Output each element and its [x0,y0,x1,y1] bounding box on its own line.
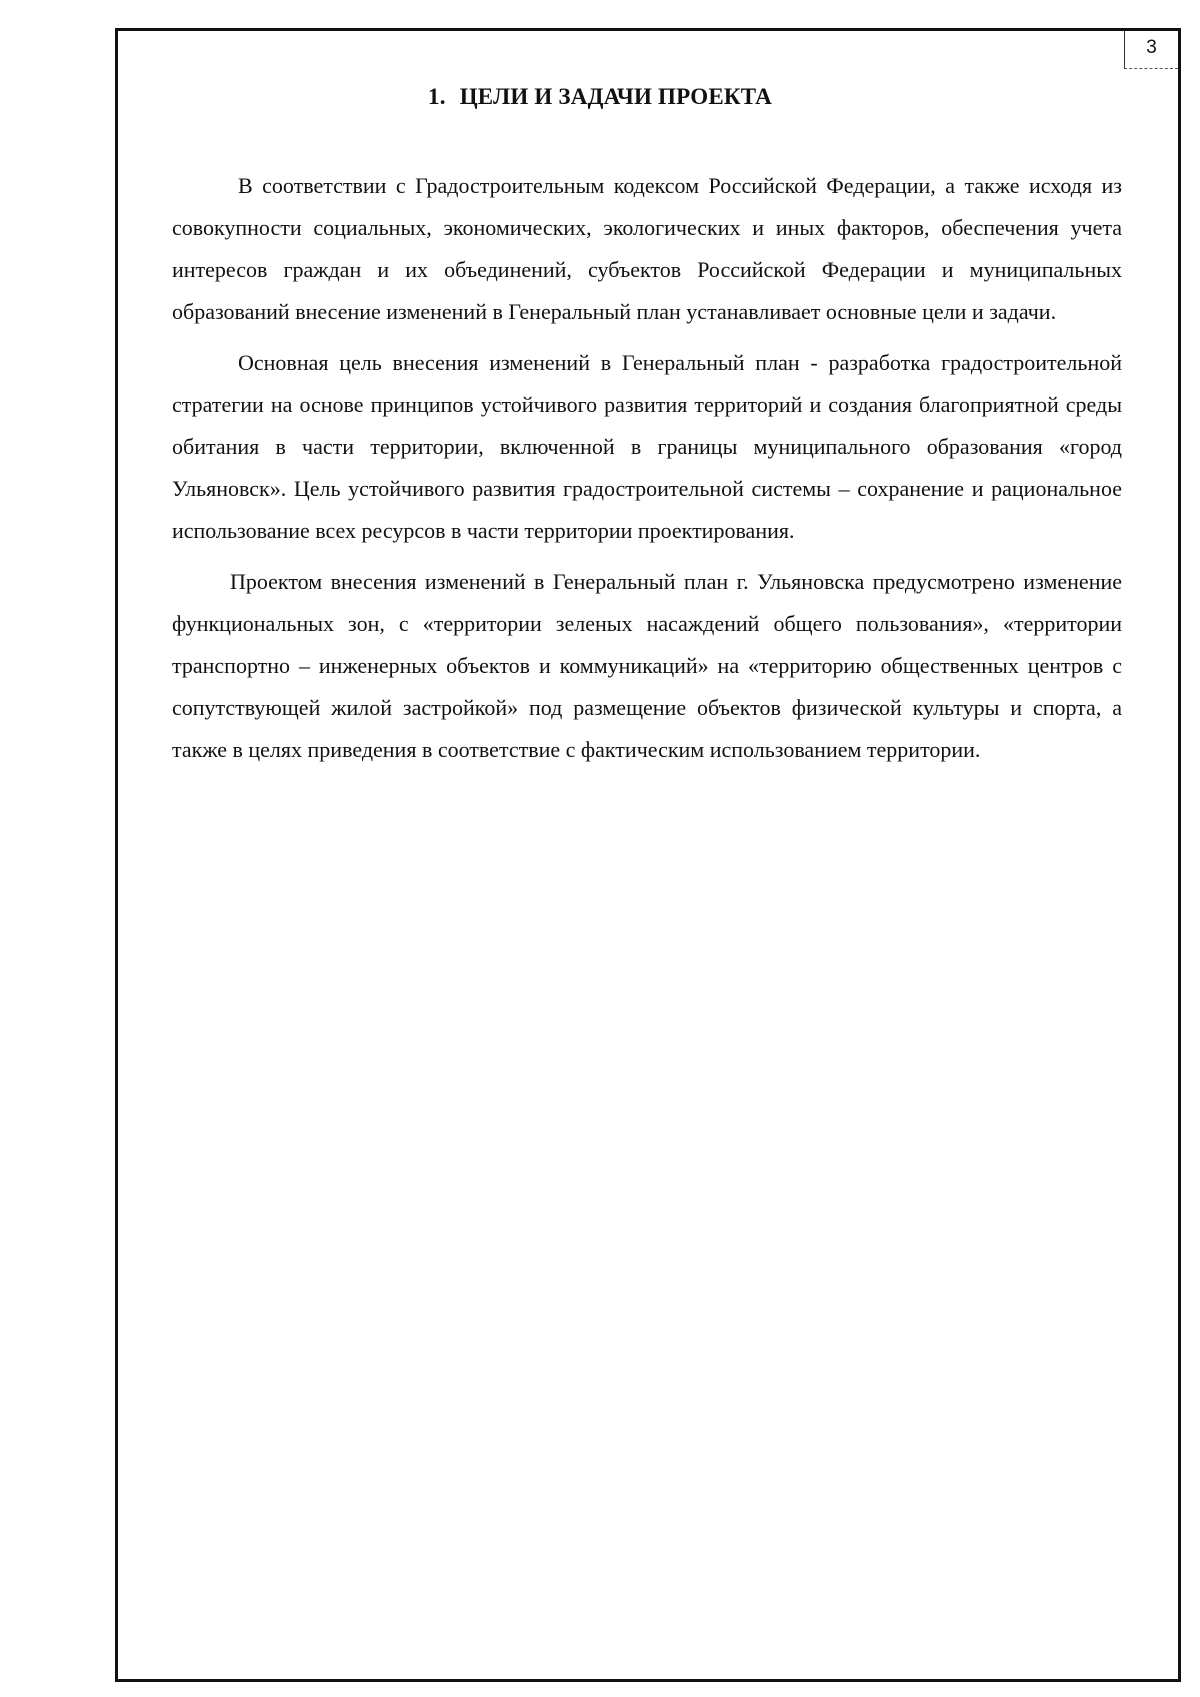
paragraph: В соответствии с Градостроительным кодексом Российской Федерации, а также исходя из совокупности социальных, экономических, экологических и иных факторов, обеспечения учета интересов граждан и их объединений, субъектов Российской Федерации и муниципальных образований внесение изменений в Генеральный план устанавливает основные цели и задачи. [172,173,1122,324]
section-number: 1. [428,84,446,109]
document-body [172,165,1122,780]
page-number: 3 [1124,31,1178,69]
paragraph: Основная цель внесения изменений в Генеральный план - разработка градостроительной стратегии на основе принципов устойчивого развития территорий и создания благоприятной среды обитания в части территории, включенной в границы муниципального образования «город Ульяновск». Цель устойчивого развития градостроительной системы – сохранение и рациональное использование всех ресурсов в части территории проектирования. [172,350,1122,543]
section-heading [0,84,1200,110]
section-title: ЦЕЛИ И ЗАДАЧИ ПРОЕКТА [459,84,772,109]
paragraph: Проектом внесения изменений в Генеральный план г. Ульяновска предусмотрено изменение функциональных зон, с «территории зеленых насаждений общего пользования», «территории транспортно – инженерных объектов и коммуникаций» на «территорию общественных центров с сопутствующей жилой застройкой» под размещение объектов физической культуры и спорта, а также в целях приведения в соответствие с фактическим использованием территории. [172,569,1122,762]
